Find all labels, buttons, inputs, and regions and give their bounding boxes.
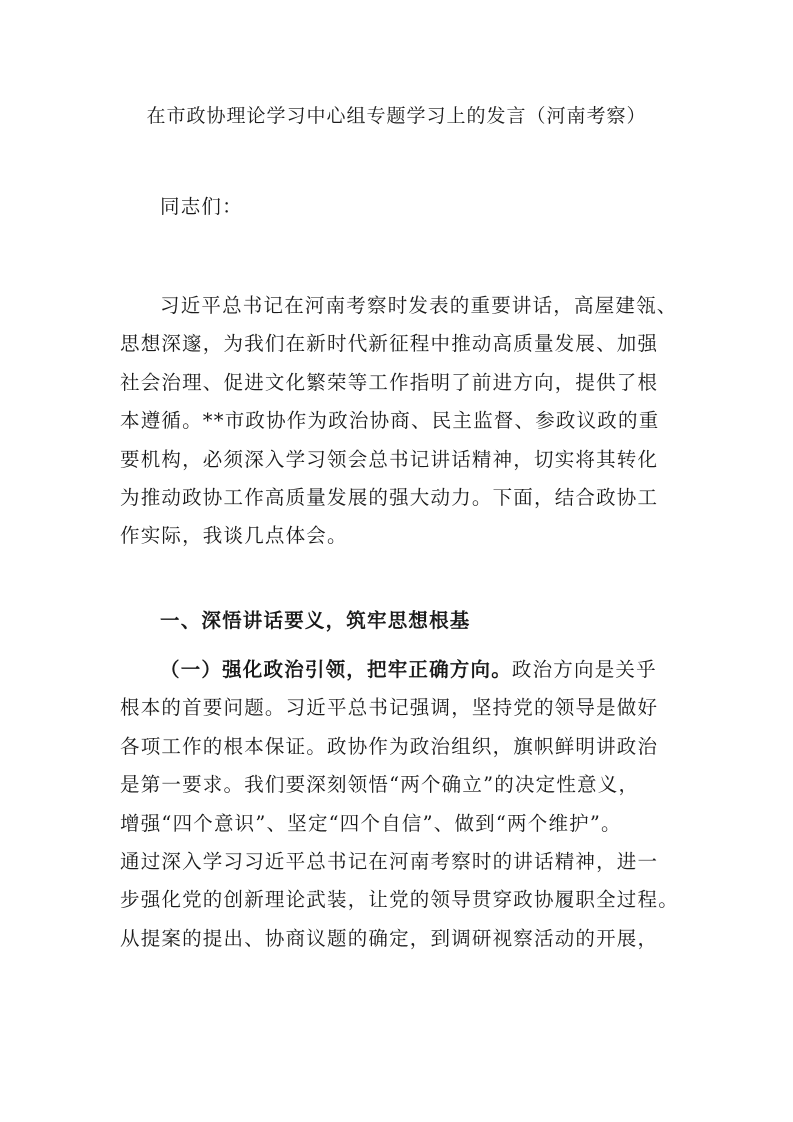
paragraph-1-line: 社会治理、促进文化繁荣等工作指明了前进方向，提供了根 [120,370,659,394]
paragraph-2-line: 从提案的提出、协商议题的确定，到调研视察活动的开展， [120,926,659,950]
paragraph-2-line: 通过深入学习习近平总书记在河南考察时的讲话精神，进一 [120,849,659,873]
paragraph-2-lead-text: 政治方向是关乎 [511,658,657,681]
greeting: 同志们： [160,195,243,218]
paragraph-1-line: 作实际，我谈几点体会。 [120,524,348,548]
paragraph-1-line: 习近平总书记在河南考察时发表的重要讲话，高屋建瓴、 [160,294,678,317]
paragraph-2-line: 各项工作的根本保证。政协作为政治组织，旗帜鲜明讲政治 [120,734,659,758]
paragraph-1-line: 为推动政协工作高质量发展的强大动力。下面，结合政协工 [120,485,659,509]
paragraph-1-line: 要机构，必须深入学习领会总书记讲话精神，切实将其转化 [120,447,659,471]
paragraph-1-line: 思想深邃，为我们在新时代新征程中推动高质量发展、加强 [120,332,659,356]
paragraph-2 [120,651,690,958]
paragraph-1 [120,287,690,556]
paragraph-2-line: 步强化党的创新理论武装，让党的领导贯穿政协履职全过程。 [120,888,679,912]
paragraph-2-line: 增强“四个意识”、坚定“四个自信”、做到“两个维护”。 [120,811,622,835]
document-title: 在市政协理论学习中心组专题学习上的发言（河南考察） [146,105,647,127]
paragraph-2-line: 是第一要求。我们要深刻领悟“两个确立”的决定性意义， [120,773,640,797]
paragraph-2-line: 根本的首要问题。习近平总书记强调，坚持党的领导是做好 [120,696,659,720]
paragraph-1-line: 本遵循。**市政协作为政治协商、民主监督、参政议政的重 [120,409,660,433]
paragraph-2-first-line [120,651,690,689]
section-heading-1: 一、深悟讲话要义，筑牢思想根基 [160,609,471,632]
subheading-1: （一）强化政治引领，把牢正确方向。 [160,658,512,681]
